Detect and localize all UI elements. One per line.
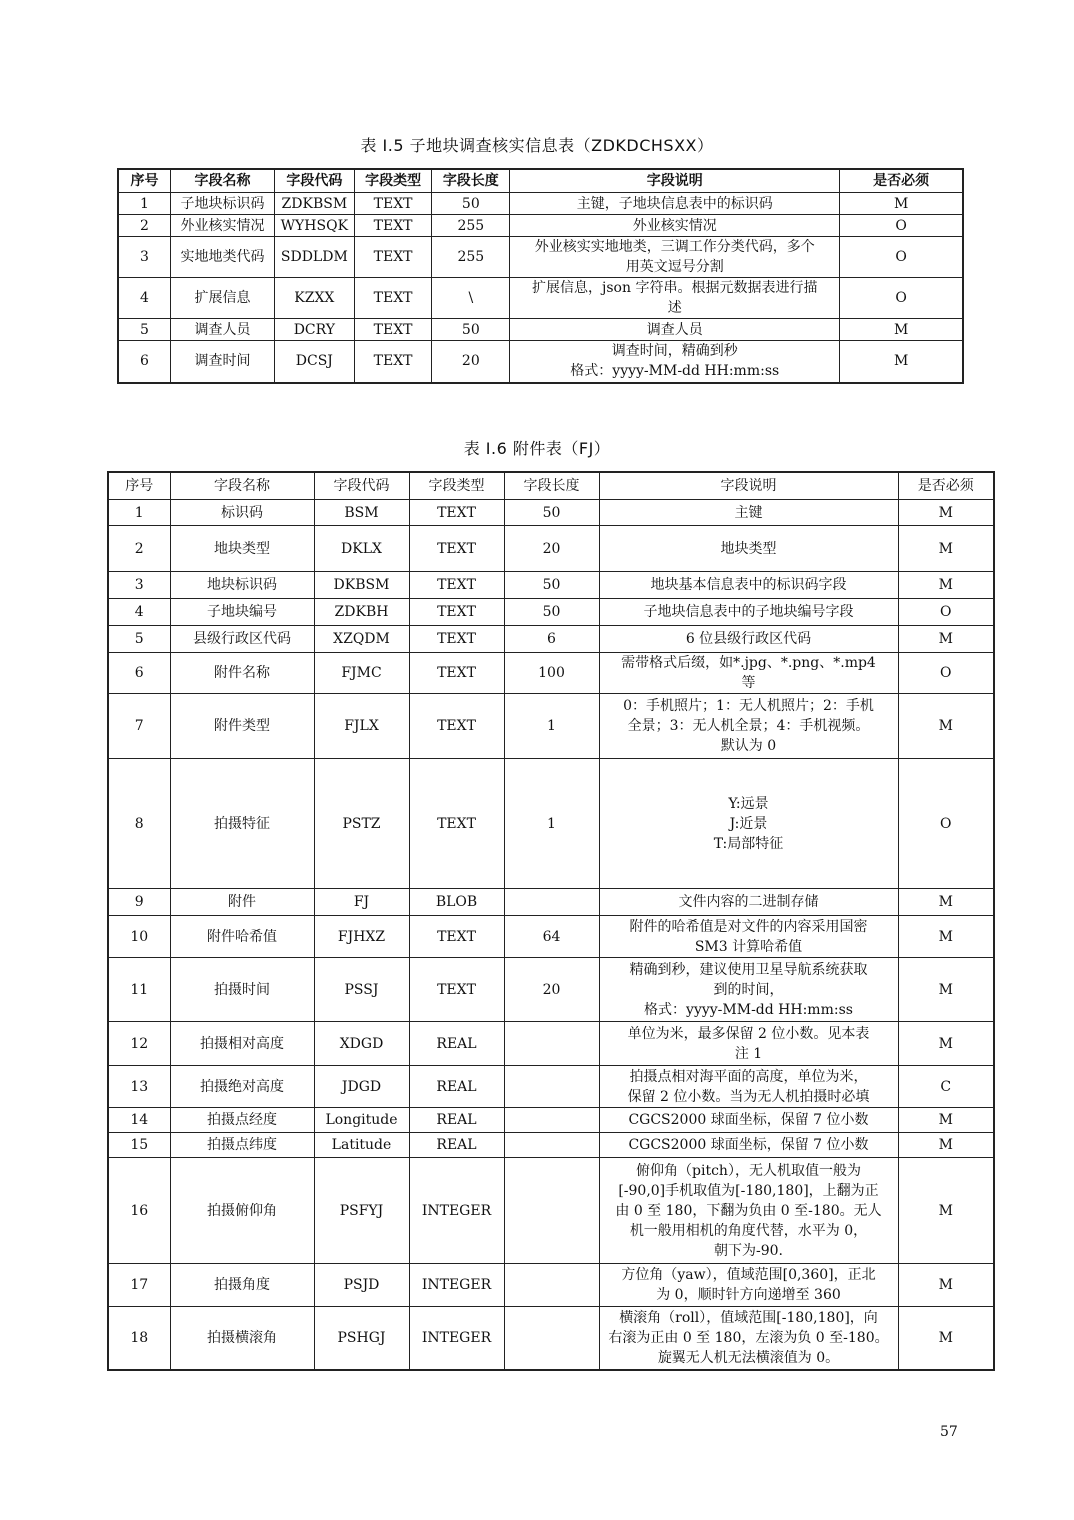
header-cell: 字段名称	[170, 169, 274, 193]
table-cell: 255	[432, 237, 510, 278]
table-cell: FJ	[314, 889, 409, 916]
table-cell: 实地地类代码	[170, 237, 274, 278]
table-cell: M	[898, 1307, 994, 1370]
table-cell: 拍摄点相对海平面的高度，单位为米， 保留 2 位小数。当为无人机拍摄时必填	[599, 1066, 898, 1108]
table-cell: TEXT	[409, 958, 504, 1022]
table-cell: 50	[432, 319, 510, 341]
table-cell: 文件内容的二进制存储	[599, 889, 898, 916]
header-cell: 字段名称	[170, 472, 314, 500]
table-cell: 扩展信息	[170, 278, 274, 319]
table-cell: M	[898, 958, 994, 1022]
table-cell: 拍摄俯仰角	[170, 1158, 314, 1264]
table-cell: 0：手机照片；1：无人机照片；2：手机 全景；3：无人机全景；4：手机视频。 默认为 0	[599, 694, 898, 759]
table-cell: M	[840, 341, 963, 383]
table-cell: O	[840, 215, 963, 237]
header-cell: 字段代码	[314, 472, 409, 500]
table-cell: M	[898, 1108, 994, 1133]
table-row	[108, 1066, 994, 1108]
table-cell: 子地块标识码	[170, 193, 274, 215]
table-cell: PSJD	[314, 1264, 409, 1307]
table-row	[108, 1108, 994, 1133]
table-cell: SDDLDM	[274, 237, 354, 278]
table-cell: 1	[504, 759, 599, 889]
table-cell: 6	[504, 626, 599, 653]
table-row	[108, 1264, 994, 1307]
table-cell: CGCS2000 球面坐标，保留 7 位小数	[599, 1108, 898, 1133]
table-cell: ZDKBSM	[274, 193, 354, 215]
table-cell: 2	[108, 526, 170, 572]
table-cell: TEXT	[409, 599, 504, 626]
table-cell: M	[898, 916, 994, 958]
table-cell: DKBSM	[314, 572, 409, 599]
header-cell: 字段长度	[504, 472, 599, 500]
table-cell: 外业核实实地地类，三调工作分类代码，多个 用英文逗号分割	[510, 237, 840, 278]
table-cell: 100	[504, 653, 599, 694]
table-cell: Latitude	[314, 1133, 409, 1158]
header-cell: 序号	[108, 472, 170, 500]
table-row	[108, 653, 994, 694]
table-cell: 50	[504, 599, 599, 626]
table-row	[118, 215, 963, 237]
table-cell: INTEGER	[409, 1264, 504, 1307]
table-cell: KZXX	[274, 278, 354, 319]
table-cell: 20	[432, 341, 510, 383]
table-cell: REAL	[409, 1066, 504, 1108]
table-cell: 扩展信息，json 字符串。根据元数据表进行描 述	[510, 278, 840, 319]
header-cell: 字段长度	[432, 169, 510, 193]
table-cell: TEXT	[409, 759, 504, 889]
table-cell: INTEGER	[409, 1158, 504, 1264]
table-cell: TEXT	[354, 193, 432, 215]
table-cell: M	[898, 526, 994, 572]
header-cell: 字段说明	[599, 472, 898, 500]
table-row	[118, 319, 963, 341]
table-cell: 5	[118, 319, 170, 341]
table-cell: 3	[118, 237, 170, 278]
table-row	[108, 626, 994, 653]
table-cell: REAL	[409, 1022, 504, 1066]
table-cell: TEXT	[409, 653, 504, 694]
table-cell: 子地块信息表中的子地块编号字段	[599, 599, 898, 626]
table-cell: BSM	[314, 500, 409, 526]
table-row	[108, 916, 994, 958]
table-cell	[504, 1307, 599, 1370]
table-cell: FJMC	[314, 653, 409, 694]
table-cell: 地块标识码	[170, 572, 314, 599]
table-header-row	[118, 169, 963, 193]
table-cell	[504, 1066, 599, 1108]
table-cell	[504, 1133, 599, 1158]
table-cell: 50	[504, 572, 599, 599]
table-cell: 调查时间，精确到秒 格式：yyyy-MM-dd HH:mm:ss	[510, 341, 840, 383]
table-cell: 拍摄相对高度	[170, 1022, 314, 1066]
table-cell: 6	[108, 653, 170, 694]
table-cell: O	[898, 759, 994, 889]
header-cell: 序号	[118, 169, 170, 193]
table-cell: 需带格式后缀，如*.jpg、*.png、*.mp4 等	[599, 653, 898, 694]
table-cell: 外业核实情况	[170, 215, 274, 237]
table-cell: 1	[118, 193, 170, 215]
table-cell: TEXT	[409, 526, 504, 572]
table-cell: 拍摄点纬度	[170, 1133, 314, 1158]
table-cell: TEXT	[409, 694, 504, 759]
header-cell: 是否必须	[898, 472, 994, 500]
table-row	[108, 500, 994, 526]
header-cell: 字段说明	[510, 169, 840, 193]
header-cell: 字段代码	[274, 169, 354, 193]
table-cell: TEXT	[354, 319, 432, 341]
table-cell: O	[898, 653, 994, 694]
table-row	[108, 889, 994, 916]
table-cell: 4	[118, 278, 170, 319]
table-cell	[504, 1022, 599, 1066]
table-row	[118, 278, 963, 319]
table-cell	[504, 889, 599, 916]
table-cell: 标识码	[170, 500, 314, 526]
table-cell: WYHSQK	[274, 215, 354, 237]
table-cell: 14	[108, 1108, 170, 1133]
table-cell: 4	[108, 599, 170, 626]
table-cell: 拍摄时间	[170, 958, 314, 1022]
table-cell: XDGD	[314, 1022, 409, 1066]
subplot-verification-table	[117, 168, 964, 384]
table-row	[108, 599, 994, 626]
table2-caption: 表 I.6 附件表（FJ）	[463, 439, 611, 458]
table-cell: 主键	[599, 500, 898, 526]
table-cell: M	[840, 193, 963, 215]
table-row	[108, 1133, 994, 1158]
table-cell: 拍摄绝对高度	[170, 1066, 314, 1108]
table-row	[108, 1158, 994, 1264]
table-cell: O	[840, 237, 963, 278]
table-row	[118, 237, 963, 278]
table-cell: 地块基本信息表中的标识码字段	[599, 572, 898, 599]
table-cell: TEXT	[409, 916, 504, 958]
table-cell: 调查时间	[170, 341, 274, 383]
table-cell: M	[898, 1022, 994, 1066]
table-cell: 20	[504, 958, 599, 1022]
table-row	[108, 1022, 994, 1066]
table-cell: TEXT	[354, 278, 432, 319]
table-cell: M	[898, 500, 994, 526]
table-cell: 3	[108, 572, 170, 599]
table-row	[108, 526, 994, 572]
table-cell: 拍摄特征	[170, 759, 314, 889]
table-cell: 1	[108, 500, 170, 526]
table-cell: JDGD	[314, 1066, 409, 1108]
table-cell: 11	[108, 958, 170, 1022]
table-cell: 附件名称	[170, 653, 314, 694]
table-cell: PSSJ	[314, 958, 409, 1022]
table-row	[108, 694, 994, 759]
table-row	[118, 341, 963, 383]
table-row	[108, 572, 994, 599]
table-cell: 俯仰角（pitch），无人机取值一般为 [-90,0]手机取值为[-180,180]，上翻为正 由 0 至 180，下翻为负由 0 至-180。无人 机一般用相机的角度代替，水平为 0， 朝下为-90.	[599, 1158, 898, 1264]
table-row	[108, 759, 994, 889]
table-cell: 调查人员	[170, 319, 274, 341]
table-cell: ZDKBH	[314, 599, 409, 626]
table-cell: 调查人员	[510, 319, 840, 341]
table-cell: 18	[108, 1307, 170, 1370]
table-cell: M	[898, 1158, 994, 1264]
table-cell: 6 位县级行政区代码	[599, 626, 898, 653]
table-cell: FJLX	[314, 694, 409, 759]
table-cell: 附件哈希值	[170, 916, 314, 958]
table-cell: 横滚角（roll），值域范围[-180,180]，向 右滚为正由 0 至 180，左滚为负 0 至-180。 旋翼无人机无法横滚值为 0。	[599, 1307, 898, 1370]
table-row	[118, 193, 963, 215]
table-cell: 8	[108, 759, 170, 889]
table-cell: 2	[118, 215, 170, 237]
table-cell: 50	[504, 500, 599, 526]
table-cell: TEXT	[409, 572, 504, 599]
table-cell	[504, 1158, 599, 1264]
table-cell	[504, 1108, 599, 1133]
table-cell: 13	[108, 1066, 170, 1108]
table-cell: 单位为米，最多保留 2 位小数。见本表 注 1	[599, 1022, 898, 1066]
table-cell: 附件类型	[170, 694, 314, 759]
table-cell: PSTZ	[314, 759, 409, 889]
table-cell: 15	[108, 1133, 170, 1158]
table-cell: M	[898, 694, 994, 759]
table1-caption: 表 I.5 子地块调查核实信息表（ZDKDCHSXX）	[360, 136, 714, 155]
table-cell: Y:远景 J:近景 T:局部特征	[599, 759, 898, 889]
table-cell: PSHGJ	[314, 1307, 409, 1370]
table-header-row	[108, 472, 994, 500]
table-cell: TEXT	[354, 215, 432, 237]
table-cell: 精确到秒，建议使用卫星导航系统获取 到的时间， 格式：yyyy-MM-dd HH:mm:ss	[599, 958, 898, 1022]
table-cell: 6	[118, 341, 170, 383]
table-cell: 拍摄角度	[170, 1264, 314, 1307]
table-cell: 地块类型	[599, 526, 898, 572]
table-cell	[504, 1264, 599, 1307]
table-cell: 17	[108, 1264, 170, 1307]
table-cell: XZQDM	[314, 626, 409, 653]
table-cell: BLOB	[409, 889, 504, 916]
table-cell: CGCS2000 球面坐标，保留 7 位小数	[599, 1133, 898, 1158]
table-cell: 方位角（yaw），值域范围[0,360]，正北 为 0，顺时针方向递增至 360	[599, 1264, 898, 1307]
table-cell: DCRY	[274, 319, 354, 341]
table-cell: 主键，子地块信息表中的标识码	[510, 193, 840, 215]
table-cell: 拍摄横滚角	[170, 1307, 314, 1370]
table-cell: TEXT	[409, 500, 504, 526]
table-cell: 50	[432, 193, 510, 215]
table-cell: M	[898, 1133, 994, 1158]
table-cell: PSFYJ	[314, 1158, 409, 1264]
table-cell: O	[898, 599, 994, 626]
header-cell: 字段类型	[354, 169, 432, 193]
table-cell: 1	[504, 694, 599, 759]
table-cell: REAL	[409, 1133, 504, 1158]
header-cell: 是否必须	[840, 169, 963, 193]
table-cell: 拍摄点经度	[170, 1108, 314, 1133]
table-cell: 7	[108, 694, 170, 759]
table-cell: TEXT	[409, 626, 504, 653]
table-cell: 12	[108, 1022, 170, 1066]
table-cell: M	[898, 1264, 994, 1307]
table-cell: C	[898, 1066, 994, 1108]
table-cell: 255	[432, 215, 510, 237]
table-cell: TEXT	[354, 341, 432, 383]
table-cell: \	[432, 278, 510, 319]
table-cell: O	[840, 278, 963, 319]
table-cell: 20	[504, 526, 599, 572]
table-row	[108, 958, 994, 1022]
table-cell: REAL	[409, 1108, 504, 1133]
table-cell: DCSJ	[274, 341, 354, 383]
table-cell: 10	[108, 916, 170, 958]
table-cell: M	[898, 889, 994, 916]
attachment-table	[107, 471, 995, 1371]
table-cell: TEXT	[354, 237, 432, 278]
table-cell: 县级行政区代码	[170, 626, 314, 653]
table-cell: Longitude	[314, 1108, 409, 1133]
table-cell: DKLX	[314, 526, 409, 572]
table-cell: M	[898, 572, 994, 599]
table-cell: 外业核实情况	[510, 215, 840, 237]
table-cell: 16	[108, 1158, 170, 1264]
table-cell: M	[840, 319, 963, 341]
table-cell: 9	[108, 889, 170, 916]
table-cell: 附件的哈希值是对文件的内容采用国密 SM3 计算哈希值	[599, 916, 898, 958]
table-cell: 子地块编号	[170, 599, 314, 626]
header-cell: 字段类型	[409, 472, 504, 500]
page-number: 57	[940, 1424, 958, 1440]
table-cell: 地块类型	[170, 526, 314, 572]
table-cell: INTEGER	[409, 1307, 504, 1370]
table-cell: M	[898, 626, 994, 653]
table-cell: FJHXZ	[314, 916, 409, 958]
table-cell: 附件	[170, 889, 314, 916]
table-cell: 5	[108, 626, 170, 653]
table-row	[108, 1307, 994, 1370]
table-cell: 64	[504, 916, 599, 958]
